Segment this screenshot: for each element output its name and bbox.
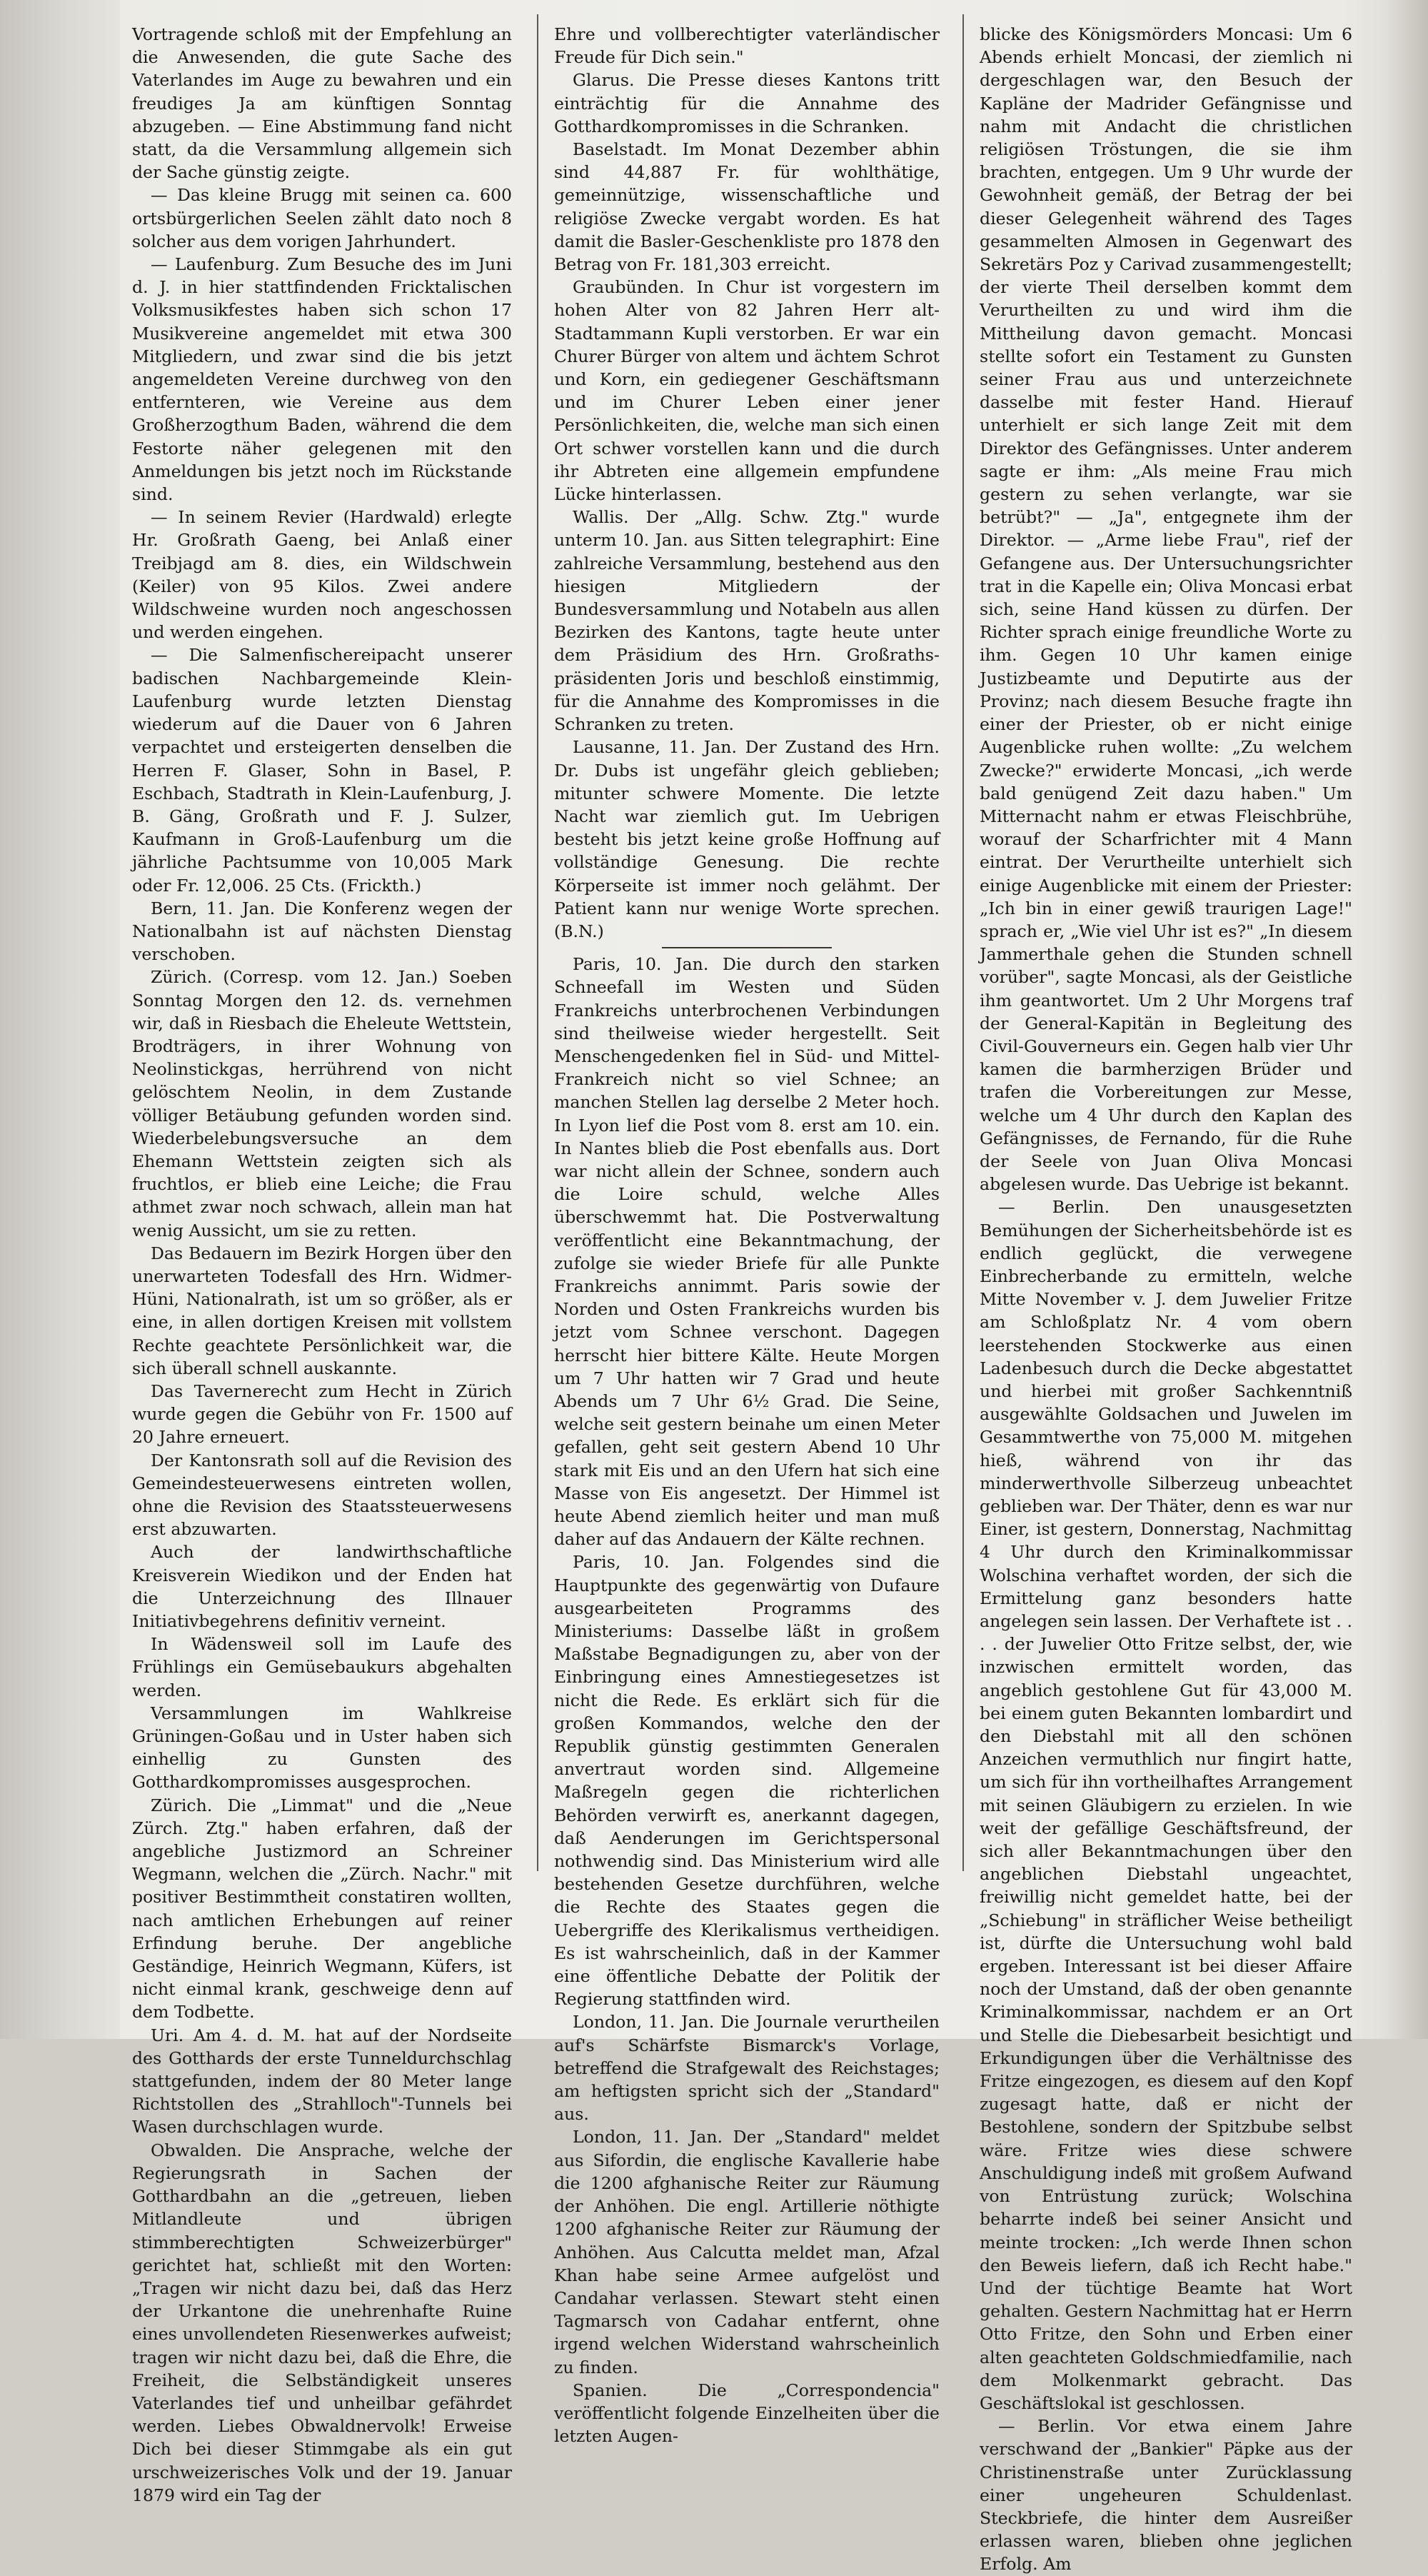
article-paragraph: London, 11. Jan. Der „Standard" meldet aus Sifordin, die englische Kavallerie habe die 1200 afghanische Reiter zur Räumung der Anhöhen. Die engl. Artillerie nöthigte 1200 afghanische Reiter zur Räumung der Anhöhen. Aus Calcutta meldet man, Afzal Khan habe seine Armee aufgelöst und Candahar verlassen. Stewart steht einen Tagmarsch von Cadahar entfernt, ohne irgend welchen Widerstand wahrscheinlich zu finden.	[554, 2127, 940, 2377]
text-column-1	[132, 23, 512, 2505]
article-paragraph: — Die Salmenfischereipacht unserer badischen Nachbargemeinde Klein-Laufenburg wurde letzten Dienstag wiederum auf die Dauer von 6 Jahren verpachtet und ersteigerten denselben die Herren F. Glaser, Sohn in Basel, P. Eschbach, Stadtrath in Klein-Laufenburg, J. B. Gäng, Großrath und F. J. Sulzer, Kaufmann in Groß-Laufenburg um die jährliche Pachtsumme von 10,005 Mark oder Fr. 12,006. 25 Cts. (Frickth.)	[132, 645, 512, 896]
article-paragraph: Wallis. Der „Allg. Schw. Ztg." wurde unterm 10. Jan. aus Sitten telegraphirt: Eine zahlreiche Versammlung, bestehend aus den hiesigen Mitgliedern der Bundesversammlung und Notabeln aus allen Bezirken des Kantons, tagte heute unter dem Präsidium des Hrn. Großraths-präsidenten Joris und beschloß einstimmig, für die Annahme des Kompromisses in die Schranken zu treten.	[554, 507, 940, 735]
article-paragraph: Zürich. Die „Limmat" und die „Neue Zürch. Ztg." haben erfahren, daß der angebliche Justizmord an Schreiner Wegmann, welchen die „Zürch. Nachr." mit positiver Bestimmtheit constatiren wollten, nach amtlichen Erhebungen auf reiner Erfindung beruhe. Der angebliche Geständige, Heinrich Wegmann, Küfers, ist nicht einmal krank, geschweige denn auf dem Todbette.	[132, 1795, 512, 2023]
text-column-3	[980, 23, 1352, 2575]
article-paragraph: Vortragende schloß mit der Empfehlung an die Anwesenden, die gute Sache des Vaterlandes im Auge zu bewahren und ein freudiges Ja am künftigen Sonntag abzugeben. — Eine Abstimmung fand nicht statt, da die Versammlung allgemein sich der Sache günstig zeigte.	[132, 24, 512, 183]
article-paragraph: Das Tavernerecht zum Hecht in Zürich wurde gegen die Gebühr von Fr. 1500 auf 20 Jahre erneuert.	[132, 1380, 512, 1448]
article-paragraph: Obwalden. Die Ansprache, welche der Regierungsrath in Sachen der Gotthardbahn an die „getreuen, lieben Mitlandleute und übrigen stimmberechtigten Schweizerbürger" gerichtet hat, schließt mit den Worten: „Tragen wir nicht dazu bei, daß das Herz der Urkantone die unehrenhafte Ruine eines unvollendeten Riesenwerkes aufweist; tragen wir nicht dazu bei, daß die Ehre, die Freiheit, die Selbständigkeit unseres Vaterlandes tief und unheilbar gefährdet werden. Liebes Obwaldnervolk! Erweise Dich bei dieser Stimmgabe als ein gut urschweizerisches Volk und der 19. Januar 1879 wird ein Tag der	[132, 2140, 512, 2505]
column-rule	[962, 14, 964, 1871]
article-paragraph: Versammlungen im Wahlkreise Grüningen-Goßau und in Uster haben sich einhellig zu Gunsten des Gotthardkompromisses ausgesprochen.	[132, 1703, 512, 1793]
article-paragraph: Spanien. Die „Correspondencia" veröffentlicht folgende Einzelheiten über die letzten Augen-	[554, 2380, 940, 2447]
article-paragraph: — In seinem Revier (Hardwald) erlegte Hr. Großrath Gaeng, bei Anlaß einer Treibjagd am 8. dies, ein Wildschwein (Keiler) von 95 Kilos. Zwei andere Wildschweine wurden noch angeschossen und werden eingehen.	[132, 507, 512, 643]
article-paragraph: Paris, 10. Jan. Die durch den starken Schneefall im Westen und Süden Frankreichs unterbrochenen Verbindungen sind theilweise wieder hergestellt. Seit Menschengedenken fiel in Süd- und Mittel-Frankreich nicht so viel Schnee; an manchen Stellen lag derselbe 2 Meter hoch. In Lyon lief die Post vom 8. erst am 10. ein. In Nantes blieb die Post ebenfalls aus. Dort war nicht allein der Schnee, sondern auch die Loire schuld, welche Alles überschwemmt hat. Die Postverwaltung veröffentlicht eine Bekanntmachung, der zufolge sie wieder Briefe für alle Punkte Frankreichs annimmt. Paris sowie der Norden und Osten Frankreichs wurden bis jetzt vom Schnee verschont. Dagegen herrscht hier bittere Kälte. Heute Morgen um 7 Uhr hatten wir 7 Grad und heute Abends um 7 Uhr 6½ Grad. Die Seine, welche seit gestern beinahe um einen Meter gefallen, geht seit gestern Abend 10 Uhr stark mit Eis und an den Ufern hat sich eine Masse von Eis angesetzt. Der Himmel ist heute Abend ziemlich heiter und man muß daher auf das Andauern der Kälte rechnen.	[554, 954, 940, 1550]
article-paragraph: — Laufenburg. Zum Besuche des im Juni d. J. in hier stattfindenden Fricktalischen Volksmusikfestes haben sich schon 17 Musikvereine angemeldet mit etwa 300 Mitgliedern, und zwar sind die bis jetzt angemeldeten Vereine durchweg von den entfernteren, wie Vereine aus dem Großherzogthum Baden, während die dem Festorte näher gelegenen mit den Anmeldungen bis jetzt noch im Rückstande sind.	[132, 254, 512, 505]
article-paragraph: — Das kleine Brugg mit seinen ca. 600 ortsbürgerlichen Seelen zählt dato noch 8 solcher aus dem vorigen Jahrhundert.	[132, 185, 512, 251]
article-paragraph: Lausanne, 11. Jan. Der Zustand des Hrn. Dr. Dubs ist ungefähr gleich geblieben; mitunter schwere Momente. Die letzte Nacht war ziemlich gut. Im Uebrigen besteht bis jetzt keine große Hoffnung auf vollständige Genesung. Die rechte Körperseite ist immer noch gelähmt. Der Patient kann nur wenige Worte sprechen. (B.N.)	[554, 737, 940, 941]
article-paragraph: Baselstadt. Im Monat Dezember abhin sind 44,887 Fr. für wohlthätige, gemeinnützige, wissenschaftliche und religiöse Zwecke vergabt worden. Es hat damit die Basler-Geschenkliste pro 1878 den Betrag von Fr. 181,303 erreicht.	[554, 139, 940, 275]
binding-margin	[0, 0, 120, 2039]
article-paragraph: — Berlin. Vor etwa einem Jahre verschwand der „Bankier" Päpke aus der Christinenstraße unter Zurücklassung einer ungeheuren Schuldenlast. Steckbriefe, die hinter dem Ausreißer erlassen waren, blieben ohne jeglichen Erfolg. Am	[980, 2416, 1352, 2575]
article-paragraph: Graubünden. In Chur ist vorgestern im hohen Alter von 82 Jahren Herr alt-Stadtammann Kupli verstorben. Er war ein Churer Bürger von altem und ächtem Schrot und Korn, ein gediegener Geschäftsmann und im Churer Leben einer jener Persönlichkeiten, die, welche man sich einen Ort schwer vorstellen kann und die durch ihr Abtreten eine allgemein empfundene Lücke hinterlassen.	[554, 277, 940, 505]
article-paragraph: Uri. Am 4. d. M. hat auf der Nordseite des Gotthards der erste Tunneldurchschlag stattgefunden, indem der 80 Meter lange Richtstollen des „Strahlloch"-Tunnels bei Wasen durchschlagen wurde.	[132, 2025, 512, 2138]
article-paragraph: Ehre und vollberechtigter vaterländischer Freude für Dich sein."	[554, 24, 940, 68]
scan-edge-shadow	[1385, 0, 1428, 2039]
article-paragraph: Der Kantonsrath soll auf die Revision des Gemeindesteuerwesens eintreten wollen, ohne die Revision des Staatssteuerwesens erst abzuwarten.	[132, 1450, 512, 1540]
article-paragraph: Zürich. (Corresp. vom 12. Jan.) Soeben Sonntag Morgen den 12. ds. vernehmen wir, daß in Riesbach die Eheleute Wettstein, Brodträgers, in ihrer Wohnung von Neolinstickgas, herrührend von nicht gelöschtem Neolin, in dem Zustande völliger Betäubung gefunden worden sind. Wiederbelebungsversuche an dem Ehemann Wettstein zeigten sich als fruchtlos, er blieb eine Leiche; die Frau athmet zwar noch schwach, allein man hat wenig Aussicht, um sie zu retten.	[132, 967, 512, 1241]
article-paragraph: — Berlin. Den unausgesetzten Bemühungen der Sicherheitsbehörde ist es endlich geglückt, die verwegene Einbrecherbande zu ermitteln, welche Mitte November v. J. dem Juwelier Fritze am Schloßplatz Nr. 4 vom obern leerstehenden Stockwerke aus einen Ladenbesuch durch die Decke abgestattet und hierbei mit großer Sachkenntniß ausgewählte Goldsachen und Juwelen im Gesammtwerthe von 75,000 M. mitgehen hieß, während von ihr das minderwerthvolle Silberzeug unbeachtet geblieben war. Der Thäter, denn es war nur Einer, ist gestern, Donnerstag, Nachmittag 4 Uhr durch den Kriminalkommissar Wolschina verhaftet worden, der sich die Ermittelung ganz besonders hatte angelegen sein lassen. Der Verhaftete ist . . . . der Juwelier Otto Fritze selbst, der, wie inzwischen ermittelt worden, das angeblich gestohlene Gut für 43,000 M. bei einem guten Bekannten lombardirt und den Diebstahl mit all den schönen Anzeichen vermuthlich nur fingirt hatte, um sich für ihn vortheilhaftes Arrangement mit seinen Gläubigern zu erzielen. In wie weit der gefällige Geschäftsfreund, der sich aller Bekanntmachungen über den angeblichen Diebstahl ungeachtet, freiwillig nicht gemeldet hatte, bei der „Schiebung" in sträflicher Weise betheiligt ist, dürfte die Untersuchung wohl bald ergeben. Interessant ist bei dieser Affaire noch der Umstand, daß der oben genannte Kriminalkommissar, nachdem er an Ort und Stelle die Diebesarbeit besichtigt und Erkundigungen über die Verhältnisse des Fritze eingezogen, es diesem auf den Kopf zugesagt hatte, daß er nicht der Bestohlene, sondern der Spitzbube selbst wäre. Fritze wies diese schwere Anschuldigung indeß mit großem Aufwand von Entrüstung zurück; Wolschina beharrte indeß bei seiner Ansicht und meinte trocken: „Ich werde Ihnen schon den Beweis liefern, daß ich Recht habe." Und der tüchtige Beamte hat Wort gehalten. Gestern Nachmittag hat er Herrn Otto Fritze, den Sohn und Erben einer alten geachteten Goldschmiedfamilie, nach dem Molkenmarkt gebracht. Das Geschäftslokal ist geschlossen.	[980, 1197, 1352, 2413]
article-paragraph: Bern, 11. Jan. Die Konferenz wegen der Nationalbahn ist auf nächsten Dienstag verschoben.	[132, 898, 512, 965]
article-paragraph: Auch der landwirthschaftliche Kreisverein Wiedikon und der Enden hat die Unterzeichnung des Illnauer Initiativbegehrens definitiv verneint.	[132, 1542, 512, 1632]
section-separator	[662, 947, 832, 948]
text-column-2	[554, 23, 940, 2447]
article-paragraph: blicke des Königsmörders Moncasi: Um 6 Abends erhielt Moncasi, der ziemlich ni dergeschlagen war, den Besuch der Kapläne der Madrider Gefängnisse und nahm mit Andacht die christlichen religiösen Tröstungen, die sie ihm brachten, entgegen. Um 9 Uhr wurde der Gewohnheit gemäß, der Betrag der bei dieser Gelegenheit während des Tages gesammelten Almosen in Gegenwart des Sekretärs Poz y Carivad zusammengestellt; der vierte Theil derselben kommt dem Verurtheilten zu und wird ihm die Mittheilung davon gemacht. Moncasi stellte sofort ein Testament zu Gunsten seiner Frau aus und unterzeichnete dasselbe mit fester Hand. Hierauf unterhielt er sich lange Zeit mit dem Direktor des Gefängnisses. Unter anderem sagte er ihm: „Als meine Frau mich gestern zu sehen verlangte, war sie betrübt?" — „Ja", entgegnete ihm der Direktor. — „Arme liebe Frau", rief der Gefangene aus. Der Untersuchungsrichter trat in die Kapelle ein; Oliva Moncasi erbat sich, seine Hand küssen zu dürfen. Der Richter sprach einige freundliche Worte zu ihm. Gegen 10 Uhr kamen einige Justizbeamte und Deputirte aus der Provinz; nach diesem Besuche fragte ihn einer der Priester, ob er nicht einige Augenblicke ruhen wollte: „Zu welchem Zwecke?" erwiderte Moncasi, „ich werde bald genügend Zeit dazu haben." Um Mitternacht nahm er etwas Fleischbrühe, worauf der Scharfrichter mit 4 Mann eintrat. Der Verurtheilte unterhielt sich einige Augenblicke mit einem der Priester: „Ich bin in einer gewiß traurigen Lage!" sprach er, „Wie viel Uhr ist es?" „In diesem Jammerthale gehen die Stunden schnell vorüber", sagte Moncasi, als der Geistliche ihm geantwortet. Um 2 Uhr Morgens traf der General-Kapitän in Begleitung des Civil-Gouverneurs ein. Gegen halb vier Uhr kamen die barmherzigen Brüder und trafen die Vorbereitungen zur Messe, welche um 4 Uhr durch den Kaplan des Gefängnisses, de Fernando, für die Ruhe der Seele von Juan Oliva Moncasi abgelesen wurde. Das Uebrige ist bekannt.	[980, 24, 1352, 1195]
article-paragraph: London, 11. Jan. Die Journale verurtheilen auf's Schärfste Bismarck's Vorlage, betreffend die Strafgewalt des Reichstages; am heftigsten spricht sich der „Standard" aus.	[554, 2012, 940, 2125]
article-paragraph: Glarus. Die Presse dieses Kantons tritt einträchtig für die Annahme des Gotthardkompromisses in die Schranken.	[554, 70, 940, 136]
article-paragraph: In Wädensweil soll im Laufe des Frühlings ein Gemüsebaukurs abgehalten werden.	[132, 1634, 512, 1700]
article-paragraph: Paris, 10. Jan. Folgendes sind die Hauptpunkte des gegenwärtig von Dufaure ausgearbeiteten Programms des Ministeriums: Dasselbe läßt in großem Maßstabe Begnadigungen zu, aber von der Einbringung eines Amnestiegesetzes ist nicht die Rede. Es erklärt sich für die großen Kommandos, welche den der Republik günstig gestimmten Generalen anvertraut worden sind. Allgemeine Maßregeln gegen die richterlichen Behörden verwirft es, anerkannt dagegen, daß Aenderungen im Gerichtspersonal nothwendig sind. Das Ministerium wird alle bestehenden Gesetze durchführen, welche die Rechte des Staates gegen die Uebergriffe des Klerikalismus vertheidigen. Es ist wahrscheinlich, daß in der Kammer eine öffentliche Debatte der Politik der Regierung stattfinden wird.	[554, 1552, 940, 2010]
article-paragraph: Das Bedauern im Bezirk Horgen über den unerwarteten Todesfall des Hrn. Widmer-Hüni, Nationalrath, ist um so größer, als er eine, in allen dortigen Kreisen mit vollstem Rechte geachtete Persönlichkeit war, die sich überall schnell auskannte.	[132, 1243, 512, 1378]
column-rule	[537, 14, 538, 1871]
